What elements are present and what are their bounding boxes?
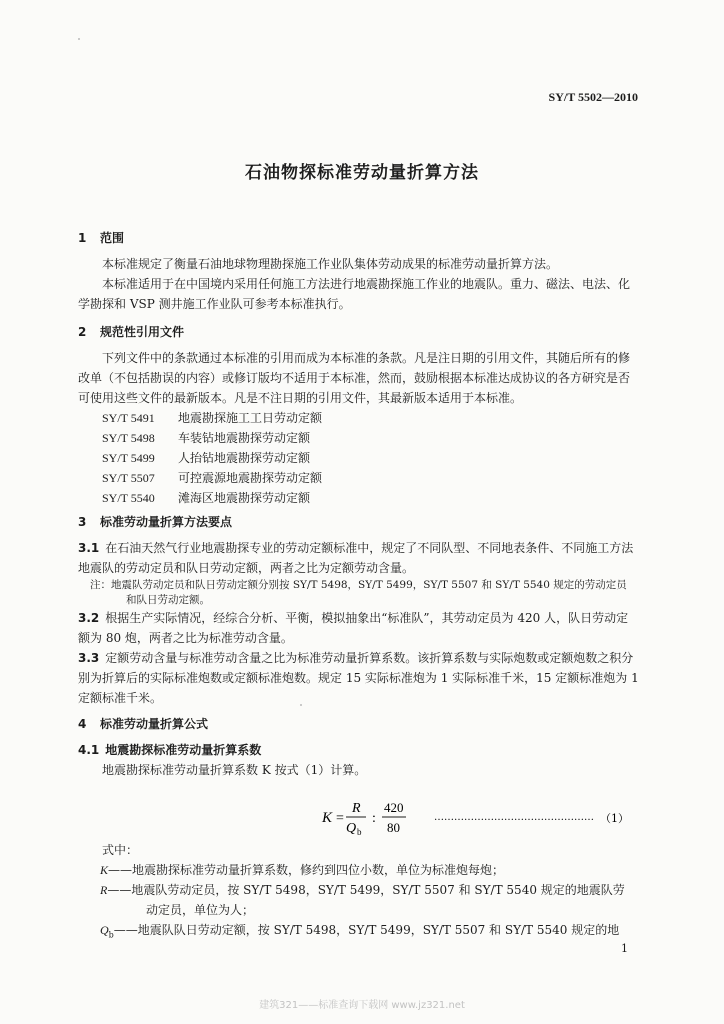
formula-definitions <box>78 840 640 945</box>
standard-code: SY/T 5502—2010 <box>548 90 638 104</box>
clause-3-2 <box>78 608 640 648</box>
formula-numerator-r: R <box>352 801 361 816</box>
definition-text: ——地震勘探标准劳动量折算系数，修约到四位小数，单位为标准炮每炮； <box>108 863 505 877</box>
formula-lhs: K <box>322 810 333 826</box>
definition-k <box>78 860 640 880</box>
formula-numerator-420: 420 <box>384 800 404 815</box>
section-formula <box>78 714 640 780</box>
reference-item <box>78 488 640 508</box>
section-title: 标准劳动量折算方法要点 <box>100 515 233 529</box>
reference-title: 地震勘探施工工日劳动定额 <box>178 411 323 425</box>
clause-text: 定额劳动含量与标准劳动含量之比为标准劳动量折算系数。该折算系数与实际炮数或定额炮数之积分别为折算后的实际标准炮数或定额标准炮数。规定 15 实际标准炮为 1 实际标准千米，15 定额标准炮为 1 定额标准千米。 <box>78 651 639 705</box>
page-number: 1 <box>621 942 628 955</box>
reference-item <box>78 408 640 428</box>
formula-equals: = <box>336 811 344 826</box>
reference-title: 滩海区地震勘探劳动定额 <box>178 491 311 505</box>
reference-title: 车装钻地震勘探劳动定额 <box>178 431 311 445</box>
watermark: 建筑321——标准查询下载网 www.jz321.net <box>259 1000 465 1011</box>
clause-3-1 <box>78 538 640 578</box>
section-number: 4 <box>78 717 87 731</box>
section-scope <box>78 228 640 314</box>
reference-title: 人抬钻地震勘探劳动定额 <box>178 451 311 465</box>
reference-item <box>78 448 640 468</box>
definition-subscript: b <box>108 930 114 940</box>
formula-denominator-80: 80 <box>387 820 400 835</box>
section-number: 1 <box>78 231 87 245</box>
definition-symbol: R <box>100 883 108 897</box>
clause-heading <box>78 740 640 760</box>
reference-code: SY/T 5507 <box>102 471 155 485</box>
definition-text: ——地震队队日劳动定额，按 SY/T 5498，SY/T 5499，SY/T 5507 和 SY/T 5540 规定的地 <box>113 923 620 937</box>
section-method-points <box>78 512 640 708</box>
note-continuation: 和队日劳动定额。 <box>126 594 210 606</box>
definition-r <box>78 880 640 900</box>
definition-symbol: K <box>100 863 109 877</box>
definition-text: ——地震队劳动定员，按 SY/T 5498，SY/T 5499，SY/T 5507 和 SY/T 5540 规定的地震队劳 <box>107 883 625 897</box>
section-title: 规范性引用文件 <box>100 325 185 339</box>
paragraph: 地震勘探标准劳动量折算系数 K 按式（1）计算。 <box>102 763 367 777</box>
clause-text: 根据生产实际情况，经综合分析、平衡，模拟抽象出“标准队”，其劳动定员为 420 人，队日劳动定额为 80 炮，两者之比为标准劳动含量。 <box>78 611 629 645</box>
section-number: 3 <box>78 515 87 529</box>
definition-symbol: Q <box>100 923 109 937</box>
scan-speck <box>78 38 80 40</box>
reference-item <box>78 468 640 488</box>
section-heading <box>78 228 640 248</box>
clause-title: 地震勘探标准劳动量折算系数 <box>105 743 262 757</box>
reference-item <box>78 428 640 448</box>
paragraph: 下列文件中的条款通过本标准的引用而成为本标准的条款。凡是注日期的引用文件，其随后所有的修改单（不包括勘误的内容）或修订版均不适用于本标准，然而，鼓励根据本标准达成协议的各方研究是否可使用这些文件的最新版本。凡是不注日期的引用文件，其最新版本适用于本标准。 <box>78 351 631 405</box>
section-heading <box>78 512 640 532</box>
section-heading <box>78 322 640 342</box>
reference-title: 可控震源地震勘探劳动定额 <box>178 471 323 485</box>
formula-denominator-subscript: b <box>357 827 362 837</box>
definition-qb <box>78 920 640 945</box>
reference-code: SY/T 5491 <box>102 411 155 425</box>
formula-1 <box>300 796 640 840</box>
reference-code: SY/T 5540 <box>102 491 155 505</box>
section-number: 2 <box>78 325 87 339</box>
formula-number: （1） <box>600 812 629 825</box>
paragraph: 本标准适用于在中国境内采用任何施工方法进行地震勘探施工作业的地震队。重力、磁法、电法、化学勘探和 VSP 测井施工作业队可参考本标准执行。 <box>78 277 631 311</box>
document-title: 石油物探标准劳动量折算方法 <box>245 163 479 183</box>
formula-leader-dots: ………………………………………… <box>434 812 594 823</box>
note: 注：地震队劳动定员和队日劳动定额分别按 SY/T 5498，SY/T 5499，SY/T 5507 和 SY/T 5540 规定的劳动定员 <box>90 579 627 591</box>
where-label: 式中： <box>102 843 139 857</box>
paragraph: 本标准规定了衡量石油地球物理勘探施工作业队集体劳动成果的标准劳动量折算方法。 <box>102 257 559 271</box>
clause-number: 3.2 <box>78 611 100 625</box>
clause-3-3 <box>78 648 640 708</box>
clause-number: 3.1 <box>78 541 100 555</box>
section-normative-references <box>78 322 640 508</box>
section-title: 范围 <box>100 231 125 245</box>
formula-denominator-q: Q <box>346 821 357 836</box>
formula-ratio-sign: : <box>372 811 376 826</box>
section-heading <box>78 714 640 734</box>
clause-number: 4.1 <box>78 743 100 757</box>
reference-code: SY/T 5498 <box>102 431 155 445</box>
section-title: 标准劳动量折算公式 <box>100 717 209 731</box>
clause-text: 在石油天然气行业地震勘探专业的劳动定额标准中，规定了不同队型、不同地表条件、不同施工方法地震队的劳动定员和队日劳动定额，两者之比为定额劳动含量。 <box>78 541 634 575</box>
clause-number: 3.3 <box>78 651 100 665</box>
reference-code: SY/T 5499 <box>102 451 155 465</box>
definition-continuation: 动定员，单位为人； <box>146 903 255 917</box>
